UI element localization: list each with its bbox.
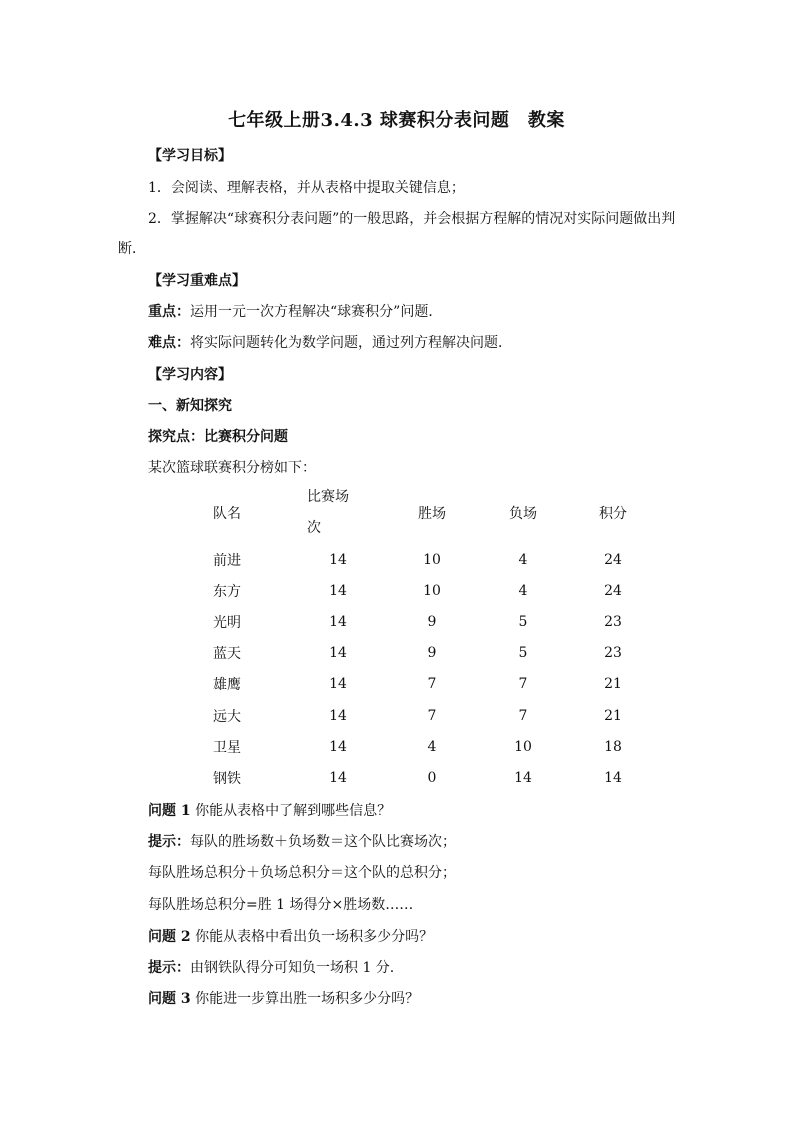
team-name: 蓝天 (213, 646, 241, 663)
played-cell: 14 (329, 676, 347, 693)
table-header-row (195, 482, 659, 544)
table-row (195, 700, 659, 731)
table-row (195, 731, 659, 762)
difficulty-label: 难点： (148, 335, 190, 351)
won-cell: 10 (423, 551, 441, 568)
lost-cell: 10 (514, 738, 532, 755)
won-cell: 4 (427, 738, 437, 755)
table-row (195, 544, 659, 575)
played-cell: 14 (329, 738, 347, 755)
hint-1-line-3: 每队胜场总积分=胜 1 场得分×胜场数…… (148, 897, 414, 913)
table-row (195, 575, 659, 606)
points-cell: 21 (604, 676, 622, 693)
key-point-text: 运用一元一次方程解决“球赛积分”问题． (190, 304, 443, 320)
lost-cell: 4 (518, 551, 528, 568)
team-name: 远大 (213, 708, 241, 725)
question-2 (148, 926, 433, 946)
table-row (195, 762, 659, 793)
team-name: 雄鹰 (213, 677, 241, 694)
played-cell: 14 (329, 551, 347, 568)
lost-cell: 7 (518, 707, 528, 724)
won-cell: 7 (427, 676, 437, 693)
team-name: 卫星 (213, 739, 241, 756)
keypoints-heading: 【学习重难点】 (148, 273, 246, 289)
points-cell: 23 (604, 613, 622, 630)
question-1-label: 问题 1 (148, 803, 191, 819)
played-cell: 14 (329, 707, 347, 724)
hint-1-label: 提示： (148, 834, 190, 850)
question-3-text: 你能进一步算出胜一场积多少分吗？ (195, 991, 420, 1007)
table-row (195, 638, 659, 669)
table-row (195, 606, 659, 637)
question-1-text: 你能从表格中了解到哪些信息？ (195, 803, 392, 819)
points-cell: 24 (604, 551, 622, 568)
hint-2 (148, 957, 394, 977)
hint-1-line-2: 每队胜场总积分＋负场总积分＝这个队的总积分； (148, 865, 456, 881)
team-name: 东方 (213, 583, 241, 600)
hint-2-label: 提示： (148, 960, 190, 976)
part-one-heading: 一、新知探究 (148, 398, 232, 414)
points-cell: 24 (604, 582, 622, 599)
lost-cell: 7 (518, 676, 528, 693)
played-cell: 14 (329, 613, 347, 630)
table-intro: 某次篮球联赛积分榜如下： (148, 460, 316, 476)
question-2-text: 你能从表格中看出负一场积多少分吗？ (195, 929, 434, 945)
objective-2-line-2: 断． (118, 241, 146, 257)
won-cell: 9 (427, 645, 437, 662)
content-heading: 【学习内容】 (148, 367, 232, 383)
header-played: 比赛场 次 (307, 489, 349, 536)
points-cell: 23 (604, 645, 622, 662)
explore-point-heading: 探究点：比赛积分问题 (148, 429, 288, 445)
team-name: 钢铁 (213, 770, 241, 787)
score-table (195, 482, 659, 794)
won-cell: 10 (423, 582, 441, 599)
objectives-heading: 【学习目标】 (148, 148, 232, 164)
played-cell: 14 (329, 645, 347, 662)
lost-cell: 14 (514, 769, 532, 786)
difficulty-line (148, 332, 512, 352)
lost-cell: 4 (518, 582, 528, 599)
difficulty-text: 将实际问题转化为数学问题，通过列方程解决问题． (190, 335, 512, 351)
played-cell: 14 (329, 582, 347, 599)
document-title: 七年级上册3.4.3 球赛积分表问题 教案 (228, 110, 565, 131)
hint-1-text: 每队的胜场数＋负场数＝这个队比赛场次； (190, 834, 456, 850)
played-cell: 14 (329, 769, 347, 786)
hint-1 (148, 831, 456, 851)
points-cell: 18 (604, 738, 622, 755)
hint-2-text: 由钢铁队得分可知负一场积 1 分. (190, 960, 395, 976)
won-cell: 7 (427, 707, 437, 724)
header-points: 积分 (599, 506, 627, 522)
lost-cell: 5 (518, 613, 528, 630)
question-2-label: 问题 2 (148, 929, 191, 945)
key-point-line (148, 301, 442, 321)
key-point-label: 重点： (148, 304, 190, 320)
header-won: 胜场 (418, 506, 446, 522)
question-1 (148, 800, 391, 820)
team-name: 前进 (213, 552, 241, 569)
objective-1: 1．会阅读、理解表格，并从表格中提取关键信息； (148, 180, 465, 196)
header-team: 队名 (213, 506, 241, 522)
won-cell: 9 (427, 613, 437, 630)
won-cell: 0 (427, 769, 437, 786)
points-cell: 14 (604, 769, 622, 786)
question-3 (148, 988, 419, 1008)
header-lost: 负场 (509, 506, 537, 522)
lost-cell: 5 (518, 645, 528, 662)
points-cell: 21 (604, 707, 622, 724)
question-3-label: 问题 3 (148, 991, 191, 1007)
table-row (195, 669, 659, 700)
team-name: 光明 (213, 614, 241, 631)
objective-2-line-1: 2．掌握解决“球赛积分表问题”的一般思路，并会根据方程解的情况对实际问题做出判 (148, 211, 676, 227)
